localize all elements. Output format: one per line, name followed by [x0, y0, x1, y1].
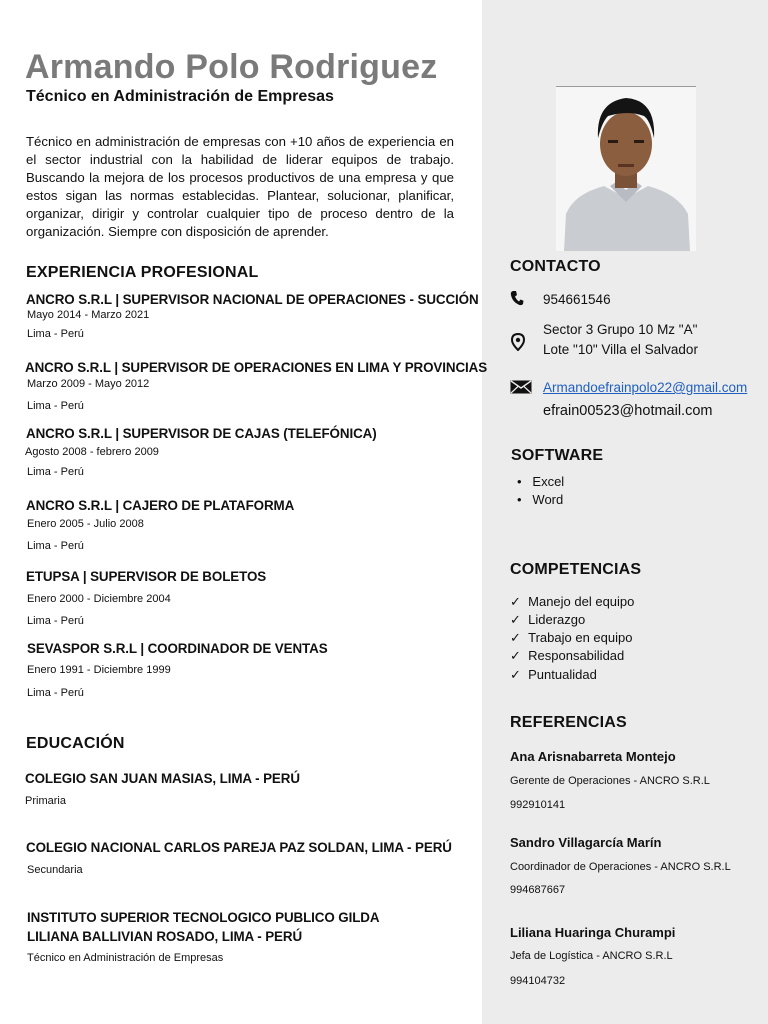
job-dates: Enero 1991 - Diciembre 1999 — [27, 664, 171, 676]
software-heading: SOFTWARE — [511, 447, 604, 464]
job-title: ANCRO S.R.L | SUPERVISOR NACIONAL DE OPERACIONES - SUCCIÓN — [26, 292, 479, 307]
contact-heading: CONTACTO — [510, 258, 601, 275]
location-pin-icon — [511, 333, 525, 351]
job-location: Lima - Perú — [27, 615, 84, 627]
competency-item — [510, 630, 632, 646]
reference-role: Coordinador de Operaciones - ANCRO S.R.L — [510, 861, 731, 873]
job-dates: Enero 2005 - Julio 2008 — [27, 518, 144, 530]
bullet-icon: • — [517, 492, 522, 507]
profile-photo — [556, 86, 696, 251]
contact-phone: 954661546 — [543, 292, 611, 307]
competency-item — [510, 667, 597, 683]
competency-item — [510, 648, 624, 664]
job-location: Lima - Perú — [27, 540, 84, 552]
checkmark-icon: ✓ — [510, 667, 521, 682]
job-dates: Mayo 2014 - Marzo 2021 — [27, 309, 150, 321]
checkmark-icon: ✓ — [510, 648, 521, 663]
job-title: ANCRO S.R.L | SUPERVISOR DE CAJAS (TELEFÓNICA) — [26, 426, 377, 441]
job-dates: Enero 2000 - Diciembre 2004 — [27, 593, 171, 605]
job-location: Lima - Perú — [27, 328, 84, 340]
software-item-label: Excel — [532, 474, 565, 489]
reference-phone: 994104732 — [510, 975, 566, 987]
reference-role: Jefa de Logística - ANCRO S.R.L — [510, 950, 673, 962]
school-level: Primaria — [25, 795, 66, 807]
reference-role: Gerente de Operaciones - ANCRO S.R.L — [510, 775, 710, 787]
bullet-icon: • — [517, 474, 522, 489]
school-level: Secundaria — [27, 864, 83, 876]
envelope-icon — [510, 380, 532, 394]
checkmark-icon: ✓ — [510, 612, 521, 627]
reference-name: Sandro Villagarcía Marín — [510, 835, 662, 850]
reference-name: Ana Arisnabarreta Montejo — [510, 749, 676, 764]
software-item-label: Word — [532, 492, 564, 507]
phone-icon — [510, 290, 524, 306]
email-link-primary[interactable]: Armandoefrainpolo22@gmail.com — [543, 380, 748, 395]
job-title: ETUPSA | SUPERVISOR DE BOLETOS — [26, 569, 267, 584]
competency-label: Manejo del equipo — [528, 594, 635, 609]
profile-summary: Técnico en administración de empresas con +10 años de experiencia en el sector industrial con la habilidad de liderar equipos de trabajo. Buscando la mejora de los procesos productivos de una empresa y que estos sigan las normas establecidas. Plantear, solucionar, planificar, organizar, dirigir y controlar cualquier tipo de proceso dentro de la organización. Siempre con disposición de aprender. — [26, 134, 454, 239]
school-level: Técnico en Administración de Empresas — [27, 952, 224, 964]
education-heading: EDUCACIÓN — [26, 735, 125, 752]
job-location: Lima - Perú — [27, 466, 84, 478]
job-title: ANCRO S.R.L | SUPERVISOR DE OPERACIONES EN LIMA Y PROVINCIAS — [25, 360, 488, 375]
competency-label: Liderazgo — [528, 612, 586, 627]
competency-label: Responsabilidad — [528, 648, 625, 663]
competency-label: Puntualidad — [528, 667, 597, 682]
checkmark-icon: ✓ — [510, 594, 521, 609]
address-line2: Lote "10" Villa el Salvador — [543, 342, 698, 357]
checkmark-icon: ✓ — [510, 630, 521, 645]
job-location: Lima - Perú — [27, 400, 84, 412]
software-item — [517, 492, 563, 507]
competency-item — [510, 594, 634, 610]
school-name: COLEGIO SAN JUAN MASIAS, LIMA - PERÚ — [25, 771, 300, 786]
job-title: ANCRO S.R.L | CAJERO DE PLATAFORMA — [26, 498, 295, 513]
job-dates: Agosto 2008 - febrero 2009 — [25, 446, 159, 458]
reference-phone: 992910141 — [510, 799, 566, 811]
competency-label: Trabajo en equipo — [528, 630, 633, 645]
school-name: COLEGIO NACIONAL CARLOS PAREJA PAZ SOLDAN, LIMA - PERÚ — [26, 840, 452, 855]
reference-phone: 994687667 — [510, 884, 566, 896]
references-heading: REFERENCIAS — [510, 714, 627, 731]
email-secondary: efrain00523@hotmail.com — [543, 403, 713, 419]
reference-name: Liliana Huaringa Churampi — [510, 925, 676, 940]
address-line1: Sector 3 Grupo 10 Mz "A" — [543, 322, 698, 337]
profile-photo-illustration — [556, 86, 696, 251]
job-title: SEVASPOR S.R.L | COORDINADOR DE VENTAS — [27, 641, 328, 656]
professional-title: Técnico en Administración de Empresas — [26, 88, 334, 105]
job-location: Lima - Perú — [27, 687, 84, 699]
software-item — [517, 474, 564, 489]
experience-heading: EXPERIENCIA PROFESIONAL — [26, 264, 259, 281]
person-name: Armando Polo Rodriguez — [25, 48, 438, 86]
job-dates: Marzo 2009 - Mayo 2012 — [27, 378, 150, 390]
school-name-line2: LILIANA BALLIVIAN ROSADO, LIMA - PERÚ — [27, 929, 303, 944]
school-name-line1: INSTITUTO SUPERIOR TECNOLOGICO PUBLICO GILDA — [27, 910, 380, 925]
competencies-heading: COMPETENCIAS — [510, 561, 642, 578]
competency-item — [510, 612, 585, 628]
